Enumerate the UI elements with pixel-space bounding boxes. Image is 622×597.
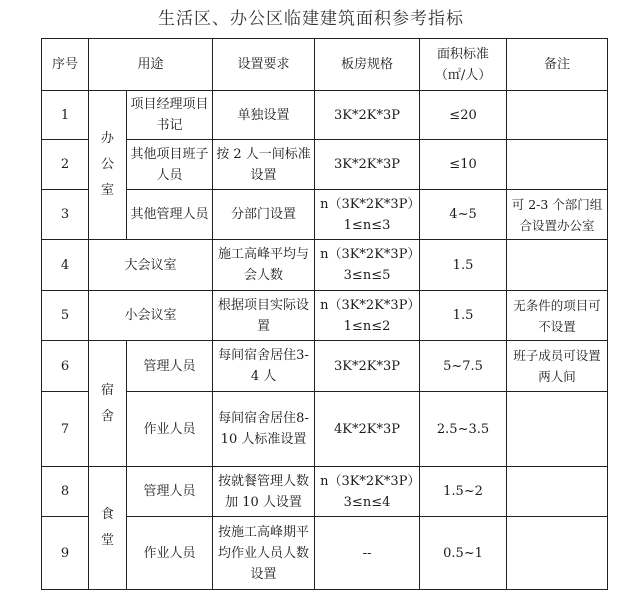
header-area: 面积标准（㎡/人） xyxy=(420,39,507,91)
row-no: 2 xyxy=(42,140,89,190)
header-note: 备注 xyxy=(507,39,608,91)
row-note: 班子成员可设置两人间 xyxy=(507,341,608,392)
row-requirement: 每间宿舍居住8-10 人标准设置 xyxy=(213,392,315,467)
row-spec: -- xyxy=(315,517,420,590)
row-use: 小会议室 xyxy=(89,291,213,341)
row-requirement: 每间宿舍居住3-4 人 xyxy=(213,341,315,392)
table-row xyxy=(42,91,608,140)
table-row xyxy=(42,392,608,467)
row-area: 4~5 xyxy=(420,190,507,240)
row-no: 8 xyxy=(42,467,89,517)
table-row xyxy=(42,291,608,341)
area-standards-table xyxy=(41,38,608,590)
header-no: 序号 xyxy=(42,39,89,91)
row-no: 6 xyxy=(42,341,89,392)
row-no: 5 xyxy=(42,291,89,341)
header-requirement: 设置要求 xyxy=(213,39,315,91)
row-use: 大会议室 xyxy=(89,240,213,291)
row-note: 可 2-3 个部门组合设置办公室 xyxy=(507,190,608,240)
table-row xyxy=(42,341,608,392)
row-requirement: 施工高峰平均与会人数 xyxy=(213,240,315,291)
row-area: 0.5~1 xyxy=(420,517,507,590)
row-spec: n（3K*2K*3P）3≤n≤4 xyxy=(315,467,420,517)
row-spec: n（3K*2K*3P）1≤n≤3 xyxy=(315,190,420,240)
table-row xyxy=(42,140,608,190)
row-spec: 3K*2K*3P xyxy=(315,341,420,392)
row-area: ≤20 xyxy=(420,91,507,140)
row-area: 2.5~3.5 xyxy=(420,392,507,467)
header-spec: 板房规格 xyxy=(315,39,420,91)
row-note: 无条件的项目可不设置 xyxy=(507,291,608,341)
row-note xyxy=(507,240,608,291)
table-row xyxy=(42,240,608,291)
row-note xyxy=(507,467,608,517)
row-spec: 3K*2K*3P xyxy=(315,140,420,190)
row-area: 1.5 xyxy=(420,240,507,291)
row-no: 1 xyxy=(42,91,89,140)
row-area: 1.5 xyxy=(420,291,507,341)
row-area: 5~7.5 xyxy=(420,341,507,392)
row-use: 其他项目班子人员 xyxy=(127,140,213,190)
row-no: 9 xyxy=(42,517,89,590)
row-use: 管理人员 xyxy=(127,467,213,517)
row-no: 7 xyxy=(42,392,89,467)
table-row xyxy=(42,467,608,517)
row-requirement: 分部门设置 xyxy=(213,190,315,240)
row-requirement: 按就餐管理人数加 10 人设置 xyxy=(213,467,315,517)
row-spec: n（3K*2K*3P）1≤n≤2 xyxy=(315,291,420,341)
row-note xyxy=(507,91,608,140)
row-area: 1.5~2 xyxy=(420,467,507,517)
group-office: 办公室 xyxy=(89,91,127,240)
row-spec: 4K*2K*3P xyxy=(315,392,420,467)
row-spec: 3K*2K*3P xyxy=(315,91,420,140)
row-spec: n（3K*2K*3P）3≤n≤5 xyxy=(315,240,420,291)
row-no: 3 xyxy=(42,190,89,240)
row-requirement: 单独设置 xyxy=(213,91,315,140)
row-use: 管理人员 xyxy=(127,341,213,392)
row-note xyxy=(507,517,608,590)
group-dorm: 宿舍 xyxy=(89,341,127,467)
row-requirement: 按 2 人一间标准设置 xyxy=(213,140,315,190)
table-row xyxy=(42,517,608,590)
row-use: 项目经理项目书记 xyxy=(127,91,213,140)
header-use: 用途 xyxy=(89,39,213,91)
table-row xyxy=(42,190,608,240)
row-requirement: 根据项目实际设置 xyxy=(213,291,315,341)
row-note xyxy=(507,140,608,190)
page-title: 生活区、办公区临建建筑面积参考指标 xyxy=(158,9,464,29)
table-header-row xyxy=(42,39,608,91)
row-use: 其他管理人员 xyxy=(127,190,213,240)
row-no: 4 xyxy=(42,240,89,291)
row-use: 作业人员 xyxy=(127,392,213,467)
row-area: ≤10 xyxy=(420,140,507,190)
group-canteen: 食堂 xyxy=(89,467,127,590)
row-use: 作业人员 xyxy=(127,517,213,590)
row-requirement: 按施工高峰期平均作业人员人数设置 xyxy=(213,517,315,590)
row-note xyxy=(507,392,608,467)
